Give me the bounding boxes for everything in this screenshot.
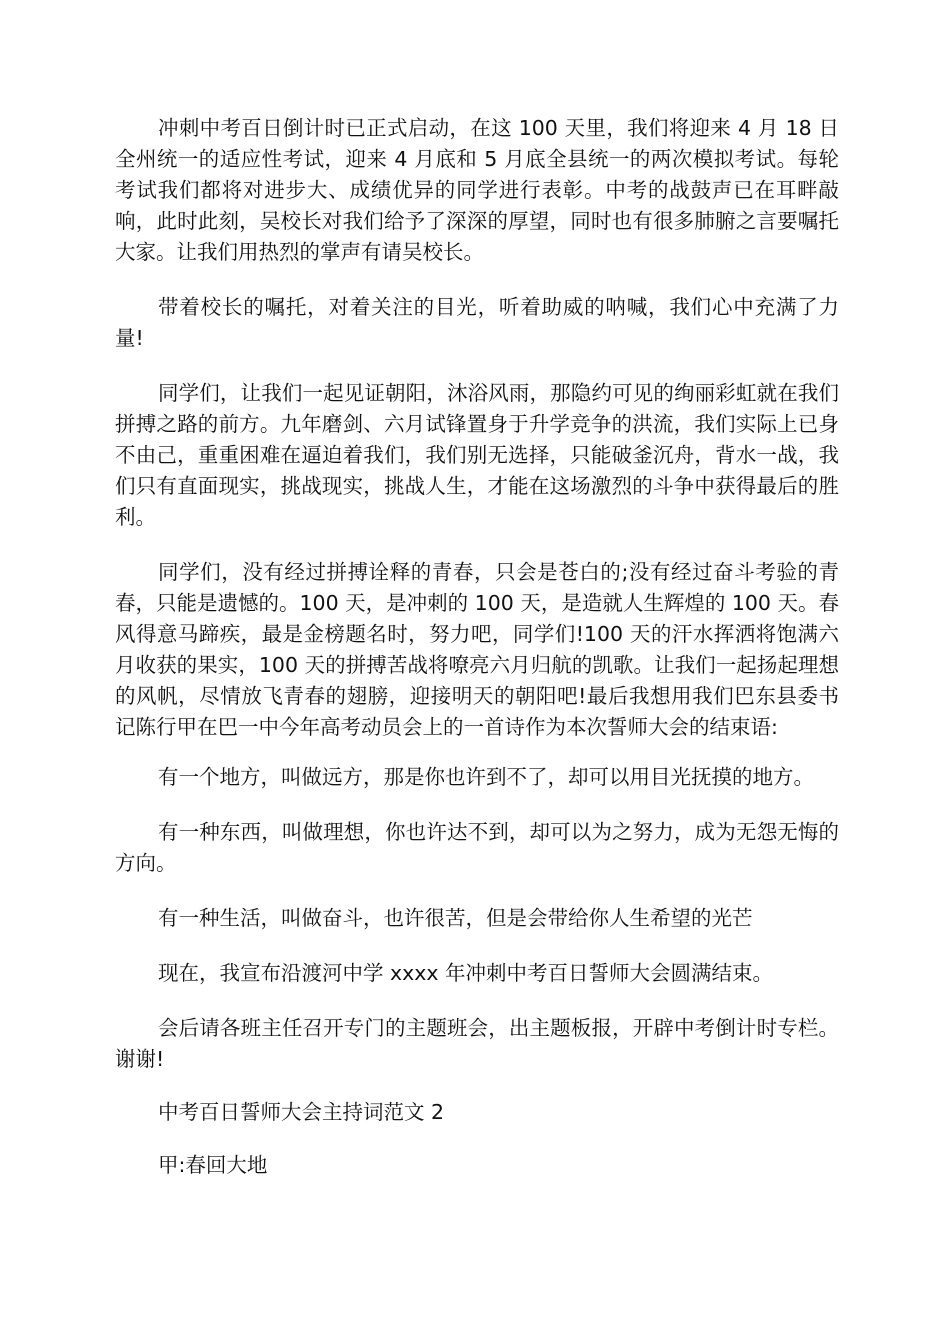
paragraph-after-meeting: 会后请各班主任召开专门的主题班会，出主题板报，开辟中考倒计时专栏。谢谢! <box>115 1016 839 1071</box>
paragraph-witness-sunrise: 同学们，让我们一起见证朝阳，沐浴风雨，那隐约可见的绚丽彩虹就在我们拼搏之路的前方。九年磨剑、六月试锋置身于升学竞争的洪流，我们实际上已身不由己，重重困难在逼迫着我们，我们别无选择，只能破釜沉舟，背水一战，我们只有直面现实，挑战现实，挑战人生，才能在这场激烈的斗争中获得最后的胜利。 <box>115 381 839 529</box>
paragraph-poem-life: 有一种生活，叫做奋斗，也许很苦，但是会带给你人生希望的光芒 <box>158 906 753 930</box>
paragraph-principal-entrust: 带着校长的嘱托，对着关注的目光，听着助威的呐喊，我们心中充满了力量! <box>115 295 839 350</box>
paragraph-poem-distance: 有一个地方，叫做远方，那是你也许到不了，却可以用目光抚摸的地方。 <box>158 765 814 789</box>
paragraph-countdown-start: 冲刺中考百日倒计时已正式启动，在这 100 天里，我们将迎来 4 月 18 日全州统一的适应性考试，迎来 4 月底和 5 月底全县统一的两次模拟考试。每轮考试我们都将对进步大、成绩优异的同学进行表彰。中考的战鼓声已在耳畔敲响，此时此刻，吴校长对我们给予了深深的厚望，同时也有很多肺腑之言要嘱托大家。让我们用热烈的掌声有请吴校长。 <box>115 116 839 264</box>
section-title-sample-2: 中考百日誓师大会主持词范文 2 <box>158 1100 445 1124</box>
paragraph-speaker-a: 甲:春回大地 <box>158 1153 268 1177</box>
document-page <box>115 113 839 1181</box>
paragraph-youth-struggle: 同学们，没有经过拼搏诠释的青春，只会是苍白的;没有经过奋斗考验的青春，只能是遗憾的。100 天，是冲刺的 100 天，是造就人生辉煌的 100 天。春风得意马蹄疾，最是金榜题名时，努力吧，同学们!100 天的汗水挥洒将饱满六月收获的果实，100 天的拼搏苦战将嘹亮六月归航的凯歌。让我们一起扬起理想的风帆，尽情放飞青春的翅膀，迎接明天的朝阳吧!最后我想用我们巴东县委书记陈行甲在巴一中今年高考动员会上的一首诗作为本次誓师大会的结束语: <box>115 560 839 739</box>
paragraph-poem-ideal: 有一种东西，叫做理想，你也许达不到，却可以为之努力，成为无怨无悔的方向。 <box>115 820 839 875</box>
paragraph-closing-announcement: 现在，我宣布沿渡河中学 xxxx 年冲刺中考百日誓师大会圆满结束。 <box>158 961 774 985</box>
